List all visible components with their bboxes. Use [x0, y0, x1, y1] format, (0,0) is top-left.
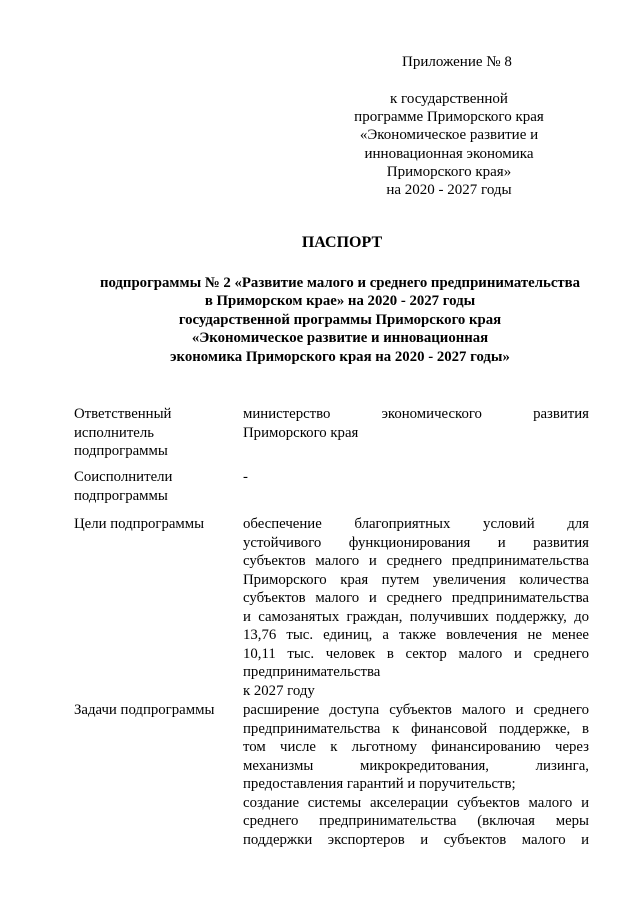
row-value-line: устойчивого функционирования и развития: [243, 534, 589, 551]
document-subtitle: [70, 274, 610, 366]
row-label: [74, 468, 234, 505]
row-value-line: обеспечение благоприятных условий для: [243, 516, 589, 532]
row-value-line: министерство экономического развития: [243, 406, 589, 422]
row-value: [243, 515, 589, 700]
row-value-line: и самозанятых граждан, получивших поддержку, до: [243, 608, 589, 625]
row-value: [243, 468, 589, 487]
row-value-line: к 2027 году: [243, 682, 315, 699]
subtitle-line: экономика Приморского края на 2020 - 2027 годы»: [170, 348, 510, 365]
row-value-line: субъектов малого и среднего предпринимательства: [243, 553, 589, 569]
row-label-line: подпрограммы: [74, 487, 168, 504]
row-label-line: Цели подпрограммы: [74, 516, 205, 532]
row-value-line: 13,76 тыс. единиц, а также вовлечения не менее: [243, 627, 589, 643]
row-value-line: поддержки экспортеров и субъектов малого и: [243, 831, 589, 848]
appendix-ref-line: инновационная экономика: [364, 145, 534, 162]
appendix-reference: [334, 90, 564, 199]
row-value: [243, 405, 589, 442]
appendix-ref-line: «Экономическое развитие и: [359, 127, 539, 144]
row-value-line: -: [243, 469, 248, 485]
row-value-line: субъектов малого и среднего предпринимательства: [243, 590, 589, 606]
row-value: [243, 701, 589, 849]
row-value-line: предпринимательства к финансовой поддержке, в: [243, 720, 589, 737]
row-value-line: том числе к льготному финансированию через: [243, 739, 589, 755]
subtitle-line: государственной программы Приморского края: [178, 311, 502, 328]
row-label-line: исполнитель: [74, 424, 154, 441]
row-label-line: Ответственный: [74, 406, 172, 422]
row-value-line: расширение доступа субъектов малого и среднего: [243, 702, 589, 718]
row-value-line: Приморского края: [243, 424, 359, 441]
appendix-ref-line: к государственной: [390, 91, 508, 107]
row-value-line: предоставления гарантий и поручительств;: [243, 776, 516, 792]
appendix-ref-line: программе Приморского края: [354, 109, 544, 126]
document-title: ПАСПОРТ: [301, 234, 383, 251]
appendix-ref-line: Приморского края»: [386, 163, 512, 180]
row-value-line: предпринимательства: [243, 664, 381, 680]
row-value-line: механизмы микрокредитования, лизинга,: [243, 757, 589, 774]
row-value-line: создание системы акселерации субъектов малого и: [243, 794, 589, 811]
subtitle-line: «Экономическое развитие и инновационная: [191, 330, 489, 347]
row-label-line: Соисполнители: [74, 469, 173, 485]
row-value-line: Приморского края путем увеличения количества: [243, 571, 589, 588]
row-value-line: среднего предпринимательства (включая меры: [243, 813, 589, 829]
row-label: [74, 405, 234, 461]
appendix-title: Приложение № 8: [402, 54, 512, 70]
row-label: [74, 701, 234, 720]
subtitle-line: подпрограммы № 2 «Развитие малого и среднего предпринимательства: [99, 275, 581, 291]
appendix-ref-line: на 2020 - 2027 годы: [386, 182, 512, 199]
row-value-line: 10,11 тыс. человек в сектор малого и среднего: [243, 645, 589, 662]
row-label-line: подпрограммы: [74, 443, 168, 459]
subtitle-line: в Приморском крае» на 2020 - 2027 годы: [204, 293, 476, 310]
row-label: [74, 515, 234, 534]
row-label-line: Задачи подпрограммы: [74, 702, 215, 718]
